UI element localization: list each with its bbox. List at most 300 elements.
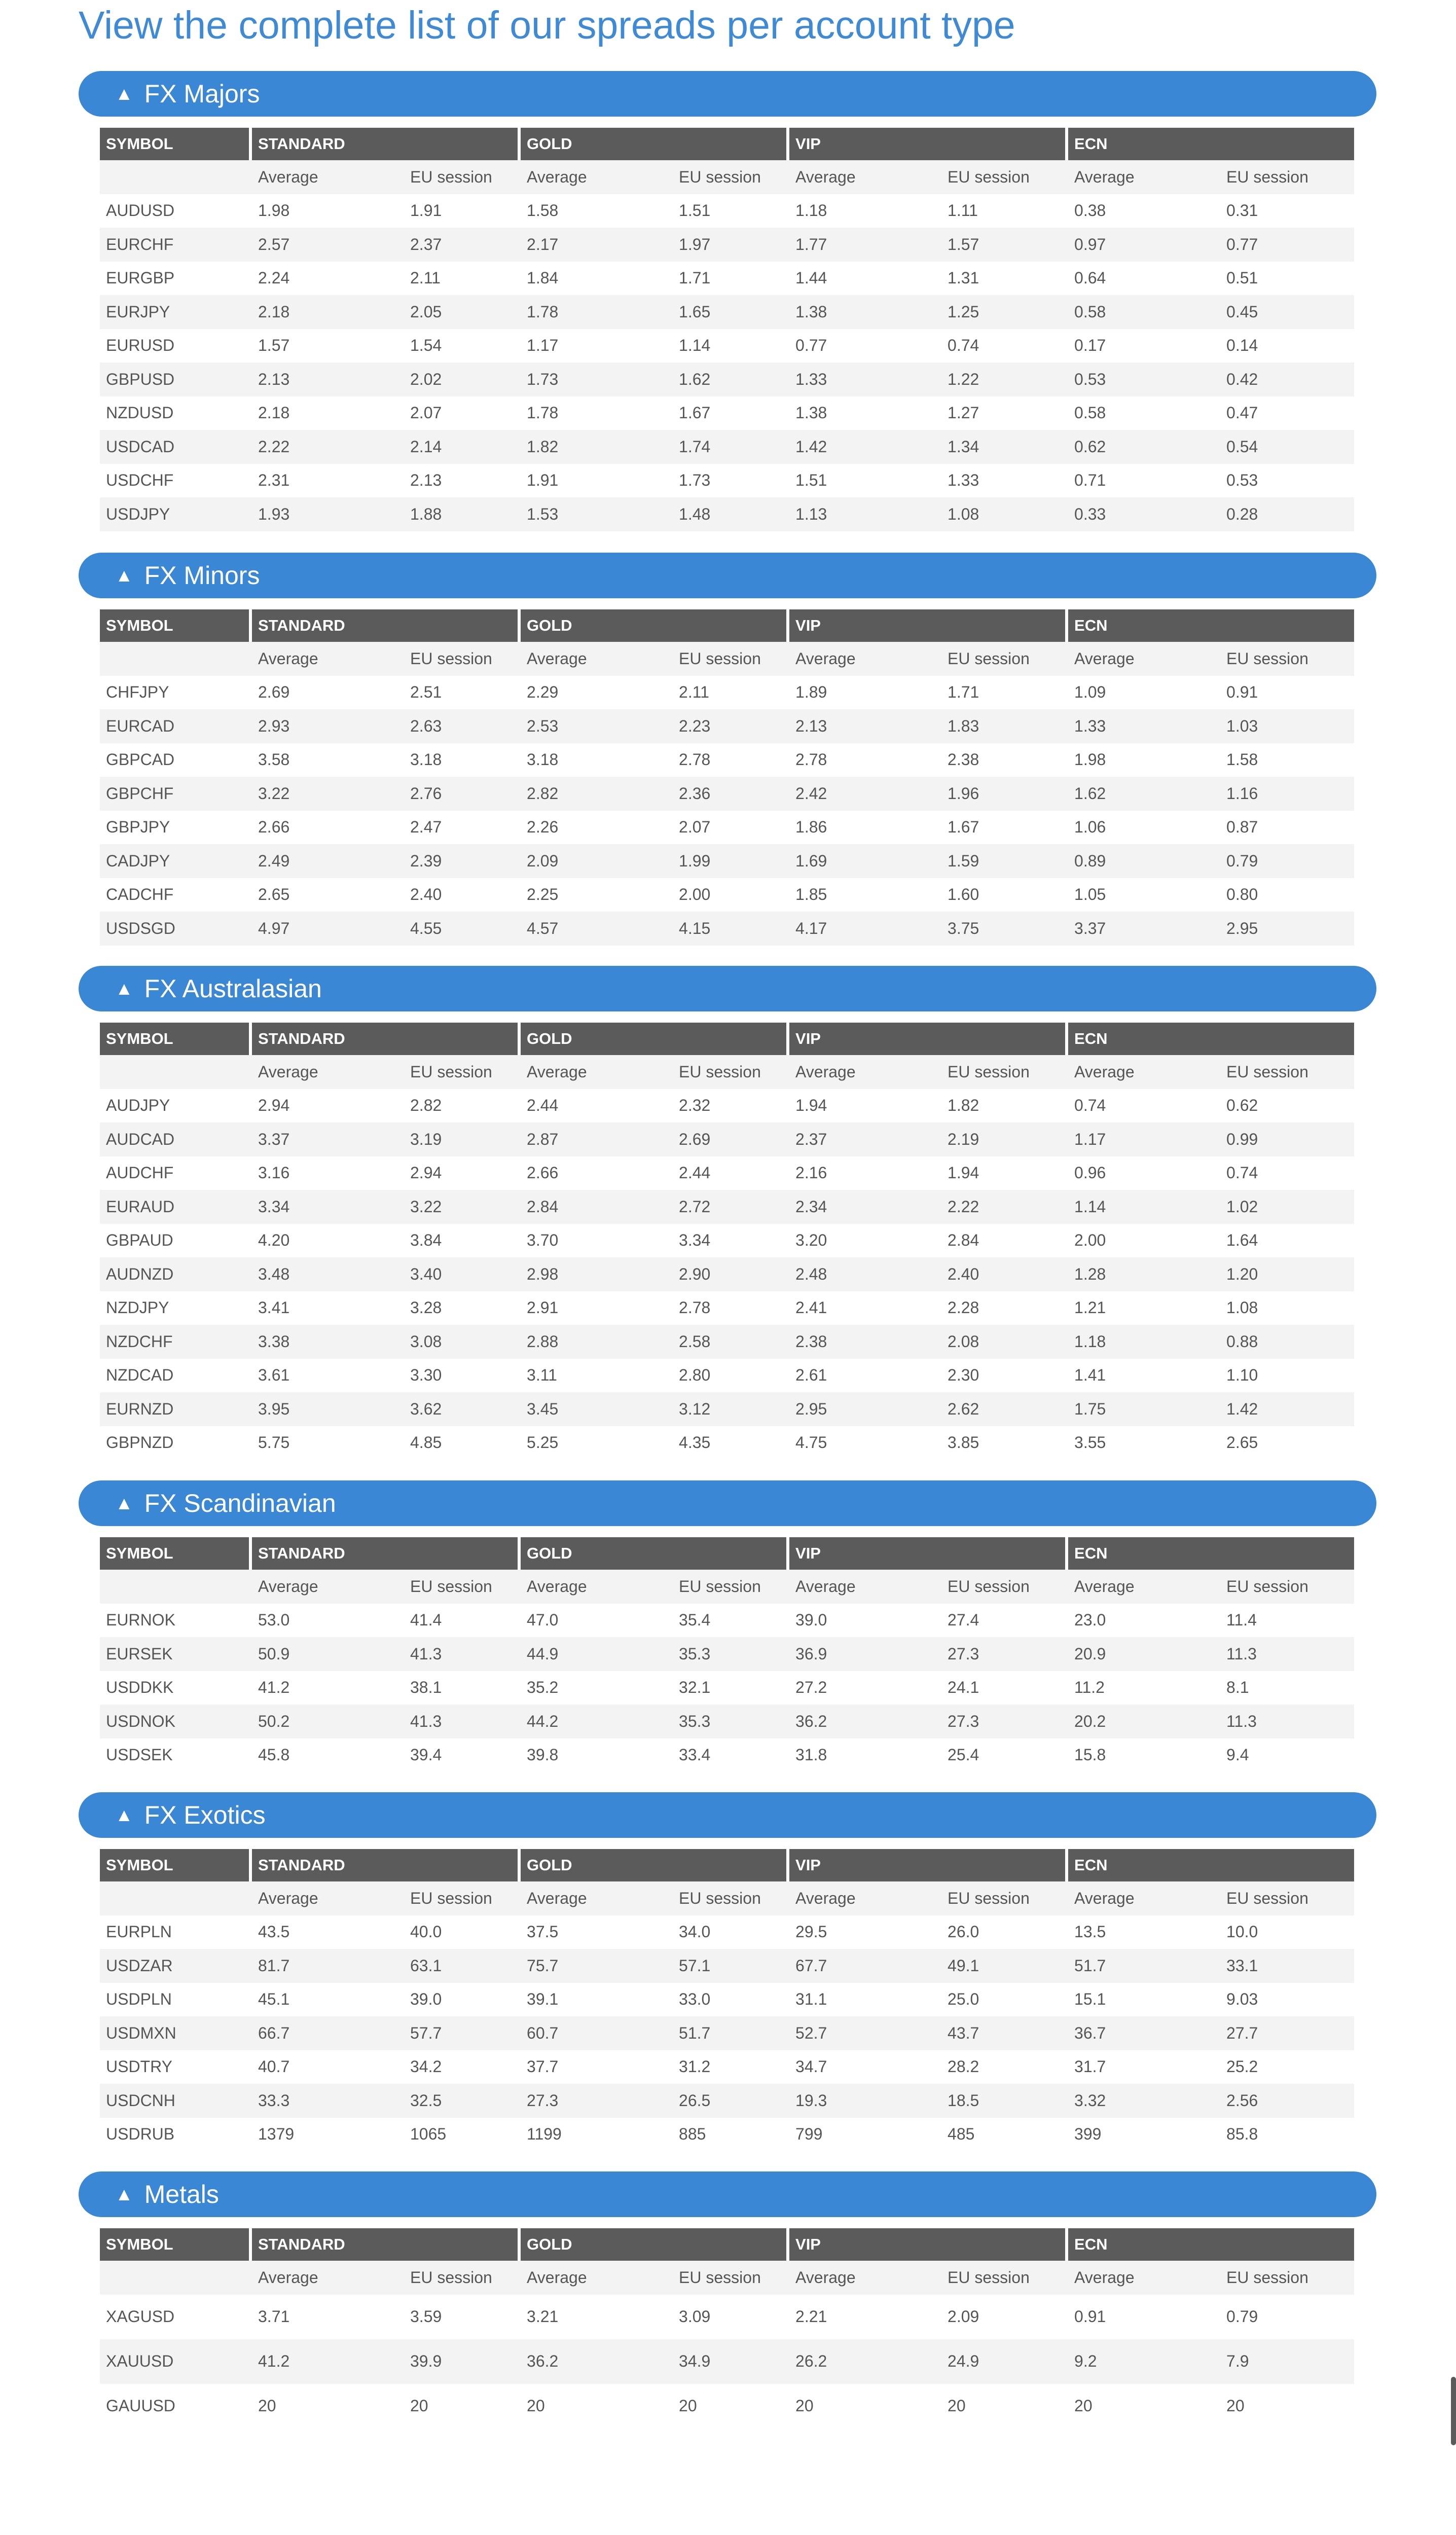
spread-cell: 1.65: [673, 295, 789, 329]
symbol-cell: USDSGD: [100, 912, 252, 946]
spread-cell: 4.35: [673, 1426, 789, 1460]
spread-cell: 2.39: [404, 844, 521, 878]
section-toggle[interactable]: [79, 1792, 1376, 1838]
column-header-symbol: SYMBOL: [100, 1023, 252, 1055]
spread-cell: 885: [673, 2118, 789, 2152]
spread-cell: 2.62: [941, 1392, 1068, 1426]
section-fx-exotics: [79, 1792, 1376, 2151]
spread-cell: 26.5: [673, 2084, 789, 2118]
spread-cell: 11.2: [1068, 1671, 1220, 1705]
symbol-cell: GBPUSD: [100, 363, 252, 396]
column-header-standard: STANDARD: [252, 128, 521, 160]
spread-cell: 57.1: [673, 1949, 789, 1983]
subheader-eu-session: EU session: [673, 160, 789, 194]
spread-cell: 0.14: [1220, 329, 1354, 363]
spread-cell: 1.94: [789, 1089, 941, 1123]
spread-cell: 40.7: [252, 2050, 404, 2084]
symbol-cell: EURJPY: [100, 295, 252, 329]
spread-cell: 1.58: [1220, 743, 1354, 777]
subheader-eu-session: EU session: [404, 2261, 521, 2295]
symbol-cell: USDDKK: [100, 1671, 252, 1705]
table-row: [100, 194, 1354, 228]
spread-cell: 485: [941, 2118, 1068, 2152]
spread-cell: 1.11: [941, 194, 1068, 228]
spread-cell: 11.3: [1220, 1705, 1354, 1739]
spread-cell: 1.33: [789, 363, 941, 396]
spread-cell: 0.91: [1220, 676, 1354, 710]
spread-cell: 2.95: [789, 1392, 941, 1426]
spread-cell: 27.3: [521, 2084, 673, 2118]
spread-cell: 3.95: [252, 1392, 404, 1426]
spread-cell: 2.37: [404, 228, 521, 262]
spread-cell: 0.38: [1068, 194, 1220, 228]
section-toggle[interactable]: [79, 2171, 1376, 2217]
subheader-eu-session: EU session: [404, 1570, 521, 1604]
table-row: [100, 430, 1354, 464]
spread-cell: 26.0: [941, 1915, 1068, 1949]
table-row: [100, 811, 1354, 845]
spread-cell: 2.19: [941, 1122, 1068, 1156]
symbol-cell: NZDUSD: [100, 396, 252, 430]
subheader-eu-session: EU session: [404, 160, 521, 194]
spread-cell: 2.13: [252, 363, 404, 396]
spread-cell: 1.96: [941, 777, 1068, 811]
spread-cell: 44.9: [521, 1637, 673, 1671]
spread-cell: 1.98: [252, 194, 404, 228]
spread-cell: 2.28: [941, 1291, 1068, 1325]
subheader-eu-session: EU session: [404, 1055, 521, 1089]
spread-cell: 31.8: [789, 1739, 941, 1772]
spread-cell: 1.06: [1068, 811, 1220, 845]
spread-cell: 1.73: [673, 464, 789, 498]
spread-cell: 50.9: [252, 1637, 404, 1671]
spread-cell: 81.7: [252, 1949, 404, 1983]
column-header-ecn: ECN: [1068, 1849, 1354, 1881]
table-row: [100, 1949, 1354, 1983]
spread-cell: 2.61: [789, 1359, 941, 1393]
spread-cell: 2.51: [404, 676, 521, 710]
spread-cell: 75.7: [521, 1949, 673, 1983]
spread-cell: 39.0: [789, 1604, 941, 1638]
spread-cell: 1065: [404, 2118, 521, 2152]
spread-cell: 8.1: [1220, 1671, 1354, 1705]
spread-cell: 2.09: [941, 2295, 1068, 2339]
spread-cell: 2.38: [941, 743, 1068, 777]
spread-cell: 2.00: [673, 878, 789, 912]
symbol-cell: USDSEK: [100, 1739, 252, 1772]
spread-cell: 1.62: [673, 363, 789, 396]
spread-cell: 11.4: [1220, 1604, 1354, 1638]
table-row: [100, 1604, 1354, 1638]
spread-cell: 0.74: [1220, 1156, 1354, 1190]
spread-cell: 2.14: [404, 430, 521, 464]
spread-cell: 0.58: [1068, 396, 1220, 430]
spread-cell: 3.37: [1068, 912, 1220, 946]
subheader-eu-session: EU session: [1220, 2261, 1354, 2295]
collapse-triangle-icon: ▲: [115, 2184, 133, 2204]
column-header-ecn: ECN: [1068, 2228, 1354, 2261]
spread-cell: 1.42: [789, 430, 941, 464]
spread-cell: 1.91: [521, 464, 673, 498]
spread-cell: 31.7: [1068, 2050, 1220, 2084]
collapse-triangle-icon: ▲: [115, 1804, 133, 1825]
spread-cell: 51.7: [1068, 1949, 1220, 1983]
subheader-eu-session: EU session: [673, 1570, 789, 1604]
spread-cell: 19.3: [789, 2084, 941, 2118]
spread-cell: 67.7: [789, 1949, 941, 1983]
spread-cell: 3.11: [521, 1359, 673, 1393]
spread-cell: 31.1: [789, 1983, 941, 2017]
spread-cell: 28.2: [941, 2050, 1068, 2084]
spread-cell: 2.93: [252, 709, 404, 743]
spread-cell: 44.2: [521, 1705, 673, 1739]
spread-cell: 1.93: [252, 497, 404, 531]
spread-cell: 60.7: [521, 2016, 673, 2050]
table-row: [100, 2084, 1354, 2118]
symbol-cell: GBPAUD: [100, 1224, 252, 1258]
spread-cell: 0.42: [1220, 363, 1354, 396]
spread-cell: 5.25: [521, 1426, 673, 1460]
spread-cell: 1.69: [789, 844, 941, 878]
spread-cell: 35.3: [673, 1637, 789, 1671]
spread-cell: 1.18: [789, 194, 941, 228]
subheader-average: Average: [252, 1881, 404, 1915]
spread-cell: 1.27: [941, 396, 1068, 430]
spread-cell: 1.25: [941, 295, 1068, 329]
table-row: [100, 1392, 1354, 1426]
column-header-ecn: ECN: [1068, 128, 1354, 160]
spread-cell: 3.70: [521, 1224, 673, 1258]
spread-cell: 0.87: [1220, 811, 1354, 845]
spread-cell: 9.2: [1068, 2339, 1220, 2384]
symbol-cell: AUDUSD: [100, 194, 252, 228]
spread-cell: 37.7: [521, 2050, 673, 2084]
spread-cell: 4.97: [252, 912, 404, 946]
scrollbar-thumb[interactable]: [1451, 2377, 1456, 2445]
column-header-gold: GOLD: [521, 1023, 789, 1055]
spread-cell: 1.42: [1220, 1392, 1354, 1426]
spread-cell: 3.21: [521, 2295, 673, 2339]
section-title: FX Minors: [144, 561, 260, 590]
spread-cell: 3.38: [252, 1325, 404, 1359]
symbol-cell: AUDCAD: [100, 1122, 252, 1156]
spread-cell: 2.56: [1220, 2084, 1354, 2118]
spread-cell: 39.9: [404, 2339, 521, 2384]
column-header-gold: GOLD: [521, 2228, 789, 2261]
spread-cell: 53.0: [252, 1604, 404, 1638]
table-row: [100, 844, 1354, 878]
spread-cell: 2.18: [252, 396, 404, 430]
subheader-average: Average: [521, 1055, 673, 1089]
symbol-cell: USDZAR: [100, 1949, 252, 1983]
subheader-average: Average: [1068, 2261, 1220, 2295]
table-row: [100, 777, 1354, 811]
spread-cell: 5.75: [252, 1426, 404, 1460]
spread-cell: 39.4: [404, 1739, 521, 1772]
table-row: [100, 1190, 1354, 1224]
spread-cell: 2.42: [789, 777, 941, 811]
spread-cell: 0.77: [789, 329, 941, 363]
symbol-cell: USDPLN: [100, 1983, 252, 2017]
spread-cell: 1.94: [941, 1156, 1068, 1190]
spread-cell: 3.45: [521, 1392, 673, 1426]
spread-cell: 1.71: [941, 676, 1068, 710]
spread-cell: 1.14: [1068, 1190, 1220, 1224]
spread-cell: 2.95: [1220, 912, 1354, 946]
spread-cell: 0.96: [1068, 1156, 1220, 1190]
spread-cell: 4.15: [673, 912, 789, 946]
subheader-blank: [100, 642, 252, 676]
spread-cell: 0.53: [1068, 363, 1220, 396]
subheader-blank: [100, 1055, 252, 1089]
spread-cell: 3.30: [404, 1359, 521, 1393]
table-row: [100, 295, 1354, 329]
section-fx-australasian: [79, 966, 1376, 1460]
spread-cell: 36.2: [789, 1705, 941, 1739]
spread-cell: 2.40: [941, 1257, 1068, 1291]
symbol-cell: EURCAD: [100, 709, 252, 743]
symbol-cell: NZDJPY: [100, 1291, 252, 1325]
table-row: [100, 1671, 1354, 1705]
spread-cell: 799: [789, 2118, 941, 2152]
spread-cell: 24.1: [941, 1671, 1068, 1705]
subheader-average: Average: [521, 1570, 673, 1604]
column-header-ecn: ECN: [1068, 1023, 1354, 1055]
spread-cell: 2.82: [521, 777, 673, 811]
spread-cell: 20.2: [1068, 1705, 1220, 1739]
table-row: [100, 262, 1354, 296]
spread-cell: 2.65: [252, 878, 404, 912]
symbol-cell: CADCHF: [100, 878, 252, 912]
subheader-average: Average: [252, 1055, 404, 1089]
column-header-vip: VIP: [789, 1537, 1068, 1570]
spread-cell: 0.80: [1220, 878, 1354, 912]
spread-cell: 66.7: [252, 2016, 404, 2050]
subheader-eu-session: EU session: [941, 1570, 1068, 1604]
subheader-eu-session: EU session: [404, 642, 521, 676]
spread-cell: 2.88: [521, 1325, 673, 1359]
spread-cell: 1.33: [1068, 709, 1220, 743]
spread-cell: 11.3: [1220, 1637, 1354, 1671]
spread-cell: 1.85: [789, 878, 941, 912]
subheader-average: Average: [789, 2261, 941, 2295]
spread-cell: 2.21: [789, 2295, 941, 2339]
spread-cell: 2.34: [789, 1190, 941, 1224]
section-toggle[interactable]: [79, 553, 1376, 598]
column-header-symbol: SYMBOL: [100, 2228, 252, 2261]
spread-cell: 3.22: [404, 1190, 521, 1224]
spread-cell: 23.0: [1068, 1604, 1220, 1638]
spread-cell: 3.32: [1068, 2084, 1220, 2118]
spread-cell: 1.05: [1068, 878, 1220, 912]
symbol-cell: USDNOK: [100, 1705, 252, 1739]
symbol-cell: GBPJPY: [100, 811, 252, 845]
section-toggle[interactable]: [79, 966, 1376, 1011]
spread-cell: 41.3: [404, 1637, 521, 1671]
subheader-average: Average: [789, 1570, 941, 1604]
collapse-triangle-icon: ▲: [115, 565, 133, 586]
table-row: [100, 1359, 1354, 1393]
spread-cell: 4.55: [404, 912, 521, 946]
spread-cell: 2.65: [1220, 1426, 1354, 1460]
spread-cell: 85.8: [1220, 2118, 1354, 2152]
subheader-eu-session: EU session: [941, 1055, 1068, 1089]
spread-cell: 2.44: [521, 1089, 673, 1123]
spread-cell: 3.75: [941, 912, 1068, 946]
spread-cell: 25.4: [941, 1739, 1068, 1772]
column-header-gold: GOLD: [521, 609, 789, 642]
spread-cell: 20: [1068, 2384, 1220, 2429]
spread-cell: 47.0: [521, 1604, 673, 1638]
spread-cell: 39.8: [521, 1739, 673, 1772]
spread-cell: 1.51: [673, 194, 789, 228]
symbol-cell: EURAUD: [100, 1190, 252, 1224]
symbol-cell: CADJPY: [100, 844, 252, 878]
spread-cell: 40.0: [404, 1915, 521, 1949]
symbol-cell: AUDJPY: [100, 1089, 252, 1123]
table-row: [100, 1156, 1354, 1190]
spread-cell: 20: [789, 2384, 941, 2429]
section-toggle[interactable]: [79, 1480, 1376, 1526]
table-row: [100, 228, 1354, 262]
spread-cell: 1.08: [1220, 1291, 1354, 1325]
spread-cell: 3.40: [404, 1257, 521, 1291]
table-row: [100, 329, 1354, 363]
spreads-table: [100, 128, 1354, 531]
spread-cell: 1199: [521, 2118, 673, 2152]
page-title: View the complete list of our spreads per account type: [79, 4, 1015, 47]
subheader-eu-session: EU session: [1220, 1055, 1354, 1089]
column-header-vip: VIP: [789, 1849, 1068, 1881]
spread-cell: 20: [521, 2384, 673, 2429]
spread-cell: 1.64: [1220, 1224, 1354, 1258]
spread-cell: 2.17: [521, 228, 673, 262]
column-header-ecn: ECN: [1068, 1537, 1354, 1570]
spread-cell: 2.84: [941, 1224, 1068, 1258]
spread-cell: 1.09: [1068, 676, 1220, 710]
table-row: [100, 1915, 1354, 1949]
spread-cell: 1.62: [1068, 777, 1220, 811]
column-header-standard: STANDARD: [252, 1849, 521, 1881]
spread-cell: 2.98: [521, 1257, 673, 1291]
spread-cell: 7.9: [1220, 2339, 1354, 2384]
symbol-cell: CHFJPY: [100, 676, 252, 710]
spread-cell: 36.7: [1068, 2016, 1220, 2050]
subheader-eu-session: EU session: [673, 2261, 789, 2295]
symbol-cell: EURNOK: [100, 1604, 252, 1638]
spread-cell: 3.09: [673, 2295, 789, 2339]
spread-cell: 1.67: [941, 811, 1068, 845]
table-row: [100, 1089, 1354, 1123]
spread-cell: 38.1: [404, 1671, 521, 1705]
spread-cell: 31.2: [673, 2050, 789, 2084]
spread-cell: 2.87: [521, 1122, 673, 1156]
spread-cell: 0.51: [1220, 262, 1354, 296]
spreads-table: [100, 1537, 1354, 1772]
spread-cell: 2.53: [521, 709, 673, 743]
spread-cell: 0.62: [1220, 1089, 1354, 1123]
spread-cell: 3.71: [252, 2295, 404, 2339]
spread-cell: 4.17: [789, 912, 941, 946]
spread-cell: 2.66: [521, 1156, 673, 1190]
spread-cell: 57.7: [404, 2016, 521, 2050]
spread-cell: 1.84: [521, 262, 673, 296]
spread-cell: 3.18: [404, 743, 521, 777]
subheader-average: Average: [1068, 1881, 1220, 1915]
spread-cell: 2.58: [673, 1325, 789, 1359]
spread-cell: 27.4: [941, 1604, 1068, 1638]
spread-cell: 2.84: [521, 1190, 673, 1224]
spread-cell: 1.33: [941, 464, 1068, 498]
symbol-cell: USDCAD: [100, 430, 252, 464]
column-header-symbol: SYMBOL: [100, 1537, 252, 1570]
spread-cell: 2.40: [404, 878, 521, 912]
column-header-standard: STANDARD: [252, 1023, 521, 1055]
spread-cell: 2.49: [252, 844, 404, 878]
spread-cell: 2.66: [252, 811, 404, 845]
spread-cell: 0.53: [1220, 464, 1354, 498]
spread-cell: 0.74: [1068, 1089, 1220, 1123]
column-header-standard: STANDARD: [252, 1537, 521, 1570]
spread-cell: 1.98: [1068, 743, 1220, 777]
spread-cell: 3.58: [252, 743, 404, 777]
section-title: FX Australasian: [144, 974, 322, 1003]
spread-cell: 33.1: [1220, 1949, 1354, 1983]
spread-cell: 34.0: [673, 1915, 789, 1949]
spread-cell: 0.31: [1220, 194, 1354, 228]
subheader-average: Average: [252, 642, 404, 676]
spread-cell: 1.78: [521, 396, 673, 430]
spread-cell: 3.37: [252, 1122, 404, 1156]
table-row: [100, 1257, 1354, 1291]
spread-cell: 0.91: [1068, 2295, 1220, 2339]
spread-cell: 63.1: [404, 1949, 521, 1983]
table-row: [100, 2016, 1354, 2050]
spread-cell: 0.89: [1068, 844, 1220, 878]
spread-cell: 9.4: [1220, 1739, 1354, 1772]
spread-cell: 2.38: [789, 1325, 941, 1359]
section-toggle[interactable]: [79, 71, 1376, 117]
spread-cell: 3.34: [673, 1224, 789, 1258]
spread-cell: 1.20: [1220, 1257, 1354, 1291]
table-row: [100, 363, 1354, 396]
subheader-eu-session: EU session: [941, 642, 1068, 676]
spread-cell: 0.54: [1220, 430, 1354, 464]
section-title: FX Exotics: [144, 1801, 266, 1829]
spread-cell: 1.97: [673, 228, 789, 262]
section-title: Metals: [144, 2180, 219, 2208]
spread-cell: 1.03: [1220, 709, 1354, 743]
spread-cell: 27.7: [1220, 2016, 1354, 2050]
spread-cell: 1.22: [941, 363, 1068, 396]
spread-cell: 2.11: [673, 676, 789, 710]
spread-cell: 0.33: [1068, 497, 1220, 531]
spread-cell: 2.00: [1068, 1224, 1220, 1258]
spread-cell: 32.5: [404, 2084, 521, 2118]
column-header-gold: GOLD: [521, 1537, 789, 1570]
spread-cell: 3.18: [521, 743, 673, 777]
spread-cell: 2.48: [789, 1257, 941, 1291]
subheader-eu-session: EU session: [673, 1881, 789, 1915]
table-row: [100, 709, 1354, 743]
spread-cell: 3.48: [252, 1257, 404, 1291]
spread-cell: 2.08: [941, 1325, 1068, 1359]
spread-cell: 2.72: [673, 1190, 789, 1224]
collapse-triangle-icon: ▲: [115, 83, 133, 104]
spread-cell: 51.7: [673, 2016, 789, 2050]
spread-cell: 3.85: [941, 1426, 1068, 1460]
symbol-cell: GBPCAD: [100, 743, 252, 777]
